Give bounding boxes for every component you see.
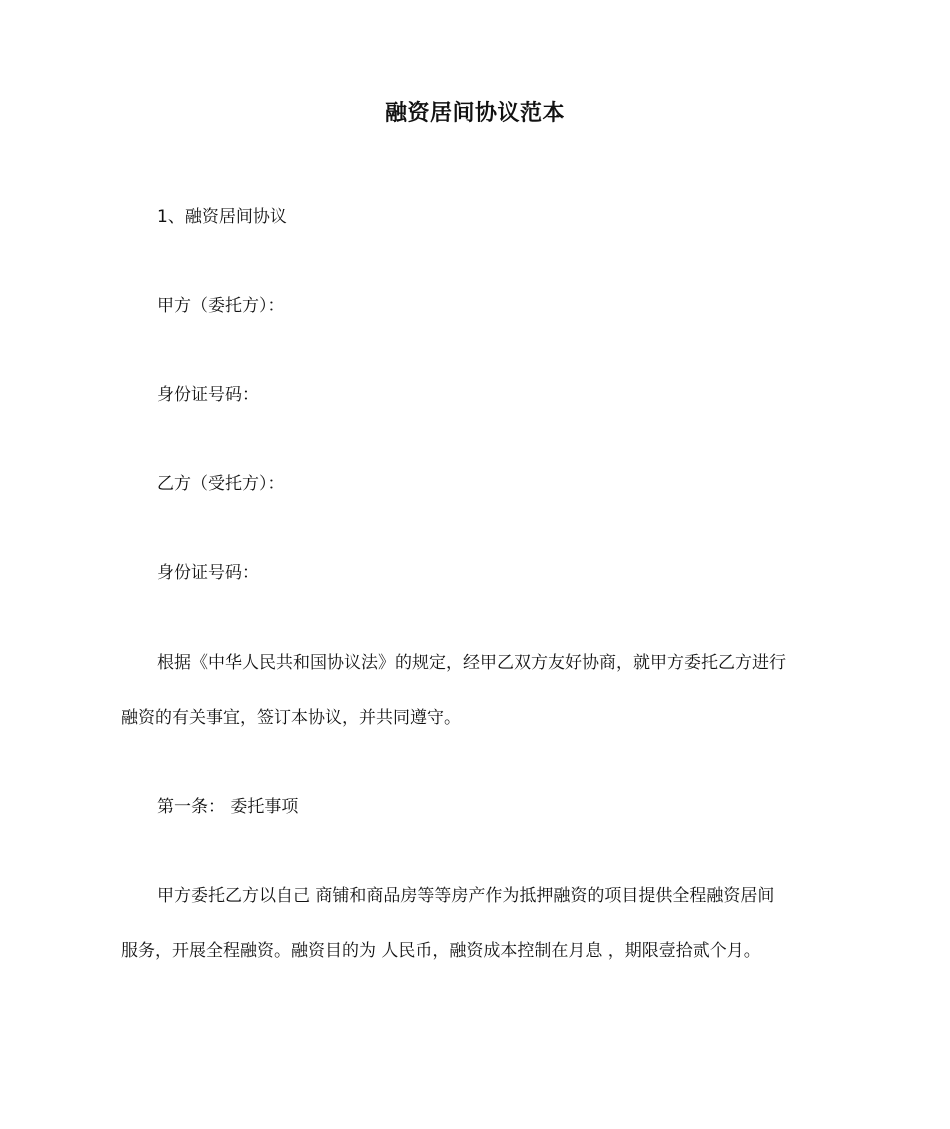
party-b-id-label: 身份证号码： [157,563,259,583]
party-b-label: 乙方（受托方）： [157,474,285,494]
party-a-id-label: 身份证号码： [157,385,259,405]
preamble-line-2: 融资的有关事宜，签订本协议，并共同遵守。 [121,708,461,728]
party-a-label: 甲方（委托方）： [157,296,285,316]
document-title: 融资居间协议范本 [384,101,565,126]
article-1-line-2: 服务，开展全程融资。融资目的为 人民币，融资成本控制在月息 ，期限壹拾贰个月。 [121,941,761,961]
preamble-line-1: 根据《中华人民共和国协议法》的规定，经甲乙双方友好协商，就甲方委托乙方进行 [157,653,786,673]
article-1-line-1: 甲方委托乙方以自己 商铺和商品房等等房产作为抵押融资的项目提供全程融资居间 [157,886,775,906]
section-heading-1: 1、融资居间协议 [157,207,287,227]
article-1-heading: 第一条： 委托事项 [157,797,299,817]
